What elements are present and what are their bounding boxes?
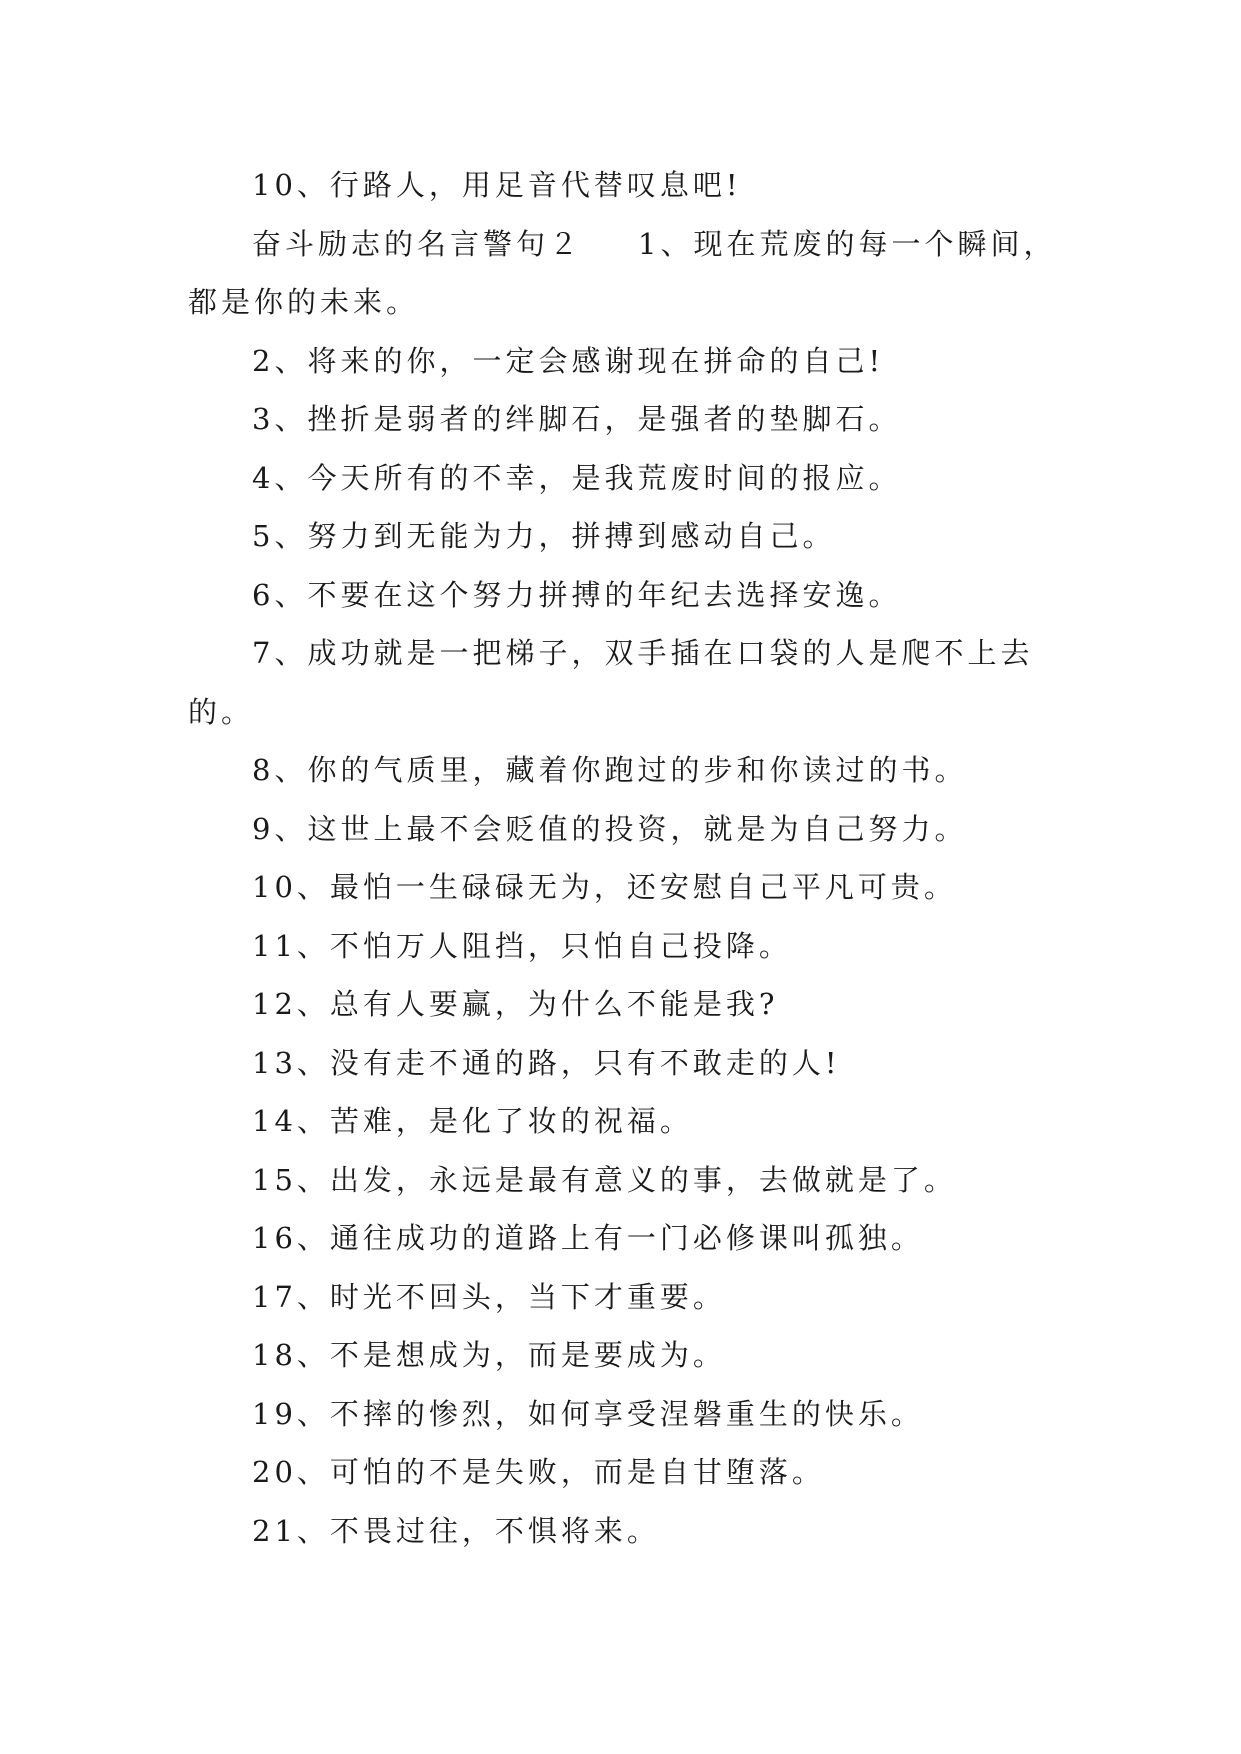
paragraph bbox=[188, 917, 1068, 976]
paragraph-text: 9、这世上最不会贬值的投资，就是为自己努力。 bbox=[252, 811, 968, 846]
paragraph bbox=[188, 449, 1068, 508]
paragraph-text: 17、时光不回头，当下才重要。 bbox=[252, 1279, 726, 1314]
paragraph-text: 19、不摔的惨烈，如何享受涅磐重生的快乐。 bbox=[252, 1396, 924, 1431]
paragraph-text: 4、今天所有的不幸，是我荒废时间的报应。 bbox=[252, 460, 902, 495]
paragraph-text: 5、努力到无能为力，拼搏到感动自己。 bbox=[252, 519, 836, 553]
paragraph bbox=[188, 1385, 1068, 1444]
paragraph-text: 13、没有走不通的路，只有不敢走的人! bbox=[252, 1045, 841, 1080]
paragraph bbox=[188, 390, 1068, 449]
paragraph bbox=[188, 858, 1068, 917]
paragraph bbox=[188, 156, 1068, 215]
paragraph-text: 10、最怕一生碌碌无为，还安慰自己平凡可贵。 bbox=[252, 870, 957, 904]
paragraph bbox=[188, 800, 1068, 859]
paragraph bbox=[188, 1209, 1068, 1268]
paragraph-text: 11、不怕万人阻挡，只怕自己投降。 bbox=[252, 928, 792, 963]
paragraph bbox=[188, 1443, 1068, 1502]
paragraph bbox=[188, 975, 1068, 1034]
paragraph-text: 21、不畏过往，不惧将来。 bbox=[252, 1513, 660, 1548]
paragraph-text: 3、挫折是弱者的绊脚石，是强者的垫脚石。 bbox=[252, 402, 902, 436]
paragraph-text: 2、将来的你，一定会感谢现在拼命的自己! bbox=[252, 343, 885, 378]
paragraph-text: 20、可怕的不是失败，而是自甘堕落。 bbox=[252, 1455, 825, 1489]
paragraph bbox=[188, 741, 1068, 800]
paragraph-text: 1、现在荒废的每一个瞬间，都是你的未来。 bbox=[188, 226, 1057, 319]
paragraph bbox=[188, 1268, 1068, 1327]
paragraph-text: 15、出发，永远是最有意义的事，去做就是了。 bbox=[252, 1162, 957, 1197]
paragraph-text: 12、总有人要赢，为什么不能是我? bbox=[252, 987, 779, 1021]
paragraph-text: 14、苦难，是化了妆的祝福。 bbox=[252, 1104, 693, 1138]
paragraph-text: 10、行路人，用足音代替叹息吧! bbox=[252, 168, 742, 202]
paragraph bbox=[188, 1326, 1068, 1385]
paragraph bbox=[188, 332, 1068, 391]
paragraph-text: 18、不是想成为，而是要成为。 bbox=[252, 1338, 726, 1372]
paragraph bbox=[188, 624, 1068, 741]
paragraph-text: 16、通往成功的道路上有一门必修课叫孤独。 bbox=[252, 1221, 924, 1255]
paragraph-text: 6、不要在这个努力拼搏的年纪去选择安逸。 bbox=[252, 577, 902, 612]
paragraph-text: 8、你的气质里，藏着你跑过的步和你读过的书。 bbox=[252, 753, 968, 787]
paragraph-with-heading bbox=[188, 215, 1068, 332]
section-heading: 奋斗励志的名言警句２ bbox=[252, 226, 583, 261]
paragraph bbox=[188, 1092, 1068, 1151]
document-body bbox=[188, 156, 1068, 1560]
paragraph-text: 7、成功就是一把梯子，双手插在口袋的人是爬不上去的。 bbox=[188, 636, 1034, 729]
paragraph bbox=[188, 1502, 1068, 1561]
paragraph bbox=[188, 1151, 1068, 1210]
paragraph bbox=[188, 507, 1068, 566]
paragraph bbox=[188, 1034, 1068, 1093]
paragraph bbox=[188, 566, 1068, 625]
